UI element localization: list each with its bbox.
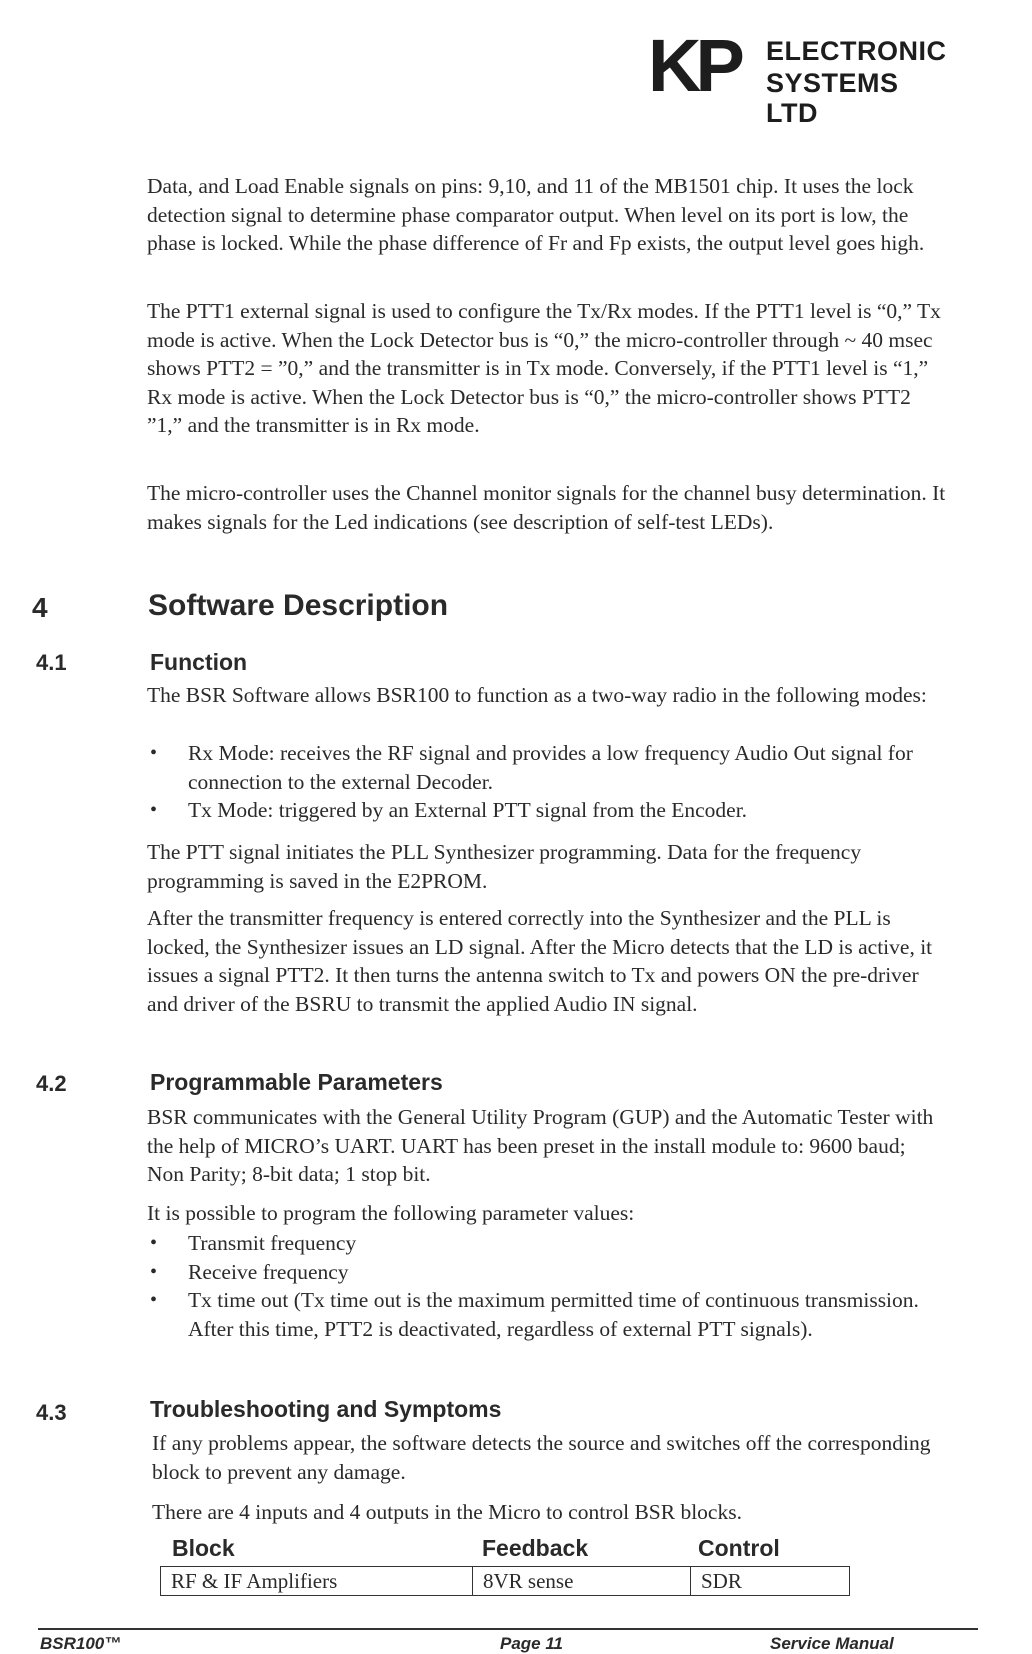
footer-product: BSR100™ [40,1634,122,1653]
section-4-3-paragraph-2: There are 4 inputs and 4 outputs in the Micro to control BSR blocks. [152,1500,742,1524]
section-4-1-number: 4.1 [36,650,67,675]
list-item: • Rx Mode: receives the RF signal and provides a low frequency Audio Out signal for connection to the external Decoder. [150,739,950,796]
table-header-block: Block [172,1535,235,1561]
table-cell: RF & IF Amplifiers [161,1567,473,1595]
section-4-number: 4 [32,592,48,623]
table-cell: 8VR sense [473,1567,691,1595]
section-4-3-number: 4.3 [36,1400,67,1425]
section-4-1-intro: The BSR Software allows BSR100 to function as a two-way radio in the following modes: [147,683,927,707]
section-4-1-bullet-list [150,739,950,825]
section-4-1-paragraph-3: After the transmitter frequency is entered correctly into the Synthesizer and the PLL is locked, the Synthesizer issues an LD signal. After the Micro detects that the LD is active, it issues a signal PTT2. It then turns the antenna switch to Tx and powers ON the pre-driver and driver of the BSRU to transmit the applied Audio IN signal. [147,906,933,1016]
table-header-control: Control [698,1535,780,1561]
list-item: • Tx Mode: triggered by an External PTT signal from the Encoder. [150,796,950,825]
table-header-feedback: Feedback [482,1535,589,1561]
footer-rule [38,1628,978,1630]
section-4-2-title: Programmable Parameters [150,1069,443,1095]
section-4-title: Software Description [148,589,449,622]
intro-paragraph-1: Data, and Load Enable signals on pins: 9,10, and 11 of the MB1501 chip. It uses the lock detection signal to determine phase comparator output. When level on its port is low, the phase is locked. While the phase difference of Fr and Fp exists, the output level goes high. [147,174,925,255]
list-item: • Tx time out (Tx time out is the maximum permitted time of continuous transmission. After this time, PTT2 is deactivated, regardless of external PTT signals). [150,1286,950,1343]
list-item: • Receive frequency [150,1258,950,1287]
intro-paragraph-3: The micro-controller uses the Channel monitor signals for the channel busy determination. It makes signals for the Led indications (see description of self-test LEDs). [147,481,946,534]
intro-paragraph-2: The PTT1 external signal is used to configure the Tx/Rx modes. If the PTT1 level is “0,” Tx mode is active. When the Lock Detector bus is “0,” the micro-controller through ~ 40 msec shows PTT2 = ”0,” and the transmitter is in Tx mode. Conversely, if the PTT1 level is “1,” Rx mode is active. When the Lock Detector bus is “0,” the micro-controller shows PTT2 ”1,” and the transmitter is in Rx mode. [147,299,941,437]
section-4-2-number: 4.2 [36,1071,67,1096]
table-row [160,1566,850,1596]
section-4-3-paragraph-1: If any problems appear, the software detects the source and switches off the corresponding block to prevent any damage. [152,1431,931,1484]
logo-line-2: SYSTEMS LTD [766,68,899,128]
logo-line-1: ELECTRONIC [766,36,947,66]
company-logo [648,24,948,128]
logo-mark: KP [648,24,739,107]
footer-manual-title: Service Manual [770,1634,894,1653]
section-4-2-bullet-list [150,1229,950,1343]
section-4-1-title: Function [150,649,248,675]
section-4-1-paragraph-2: The PTT signal initiates the PLL Synthesizer programming. Data for the frequency programming is saved in the E2PROM. [147,840,862,893]
section-4-3-title: Troubleshooting and Symptoms [150,1396,502,1422]
footer-page-number: Page 11 [500,1634,564,1653]
section-4-2-paragraph-2: It is possible to program the following parameter values: [147,1201,635,1225]
table-cell: SDR [701,1569,742,1593]
section-4-2-paragraph-1: BSR communicates with the General Utility Program (GUP) and the Automatic Tester with the help of MICRO’s UART. UART has been preset in the install module to: 9600 baud; Non Parity; 8-bit data; 1 stop bit. [147,1105,934,1186]
list-item: • Transmit frequency [150,1229,950,1258]
